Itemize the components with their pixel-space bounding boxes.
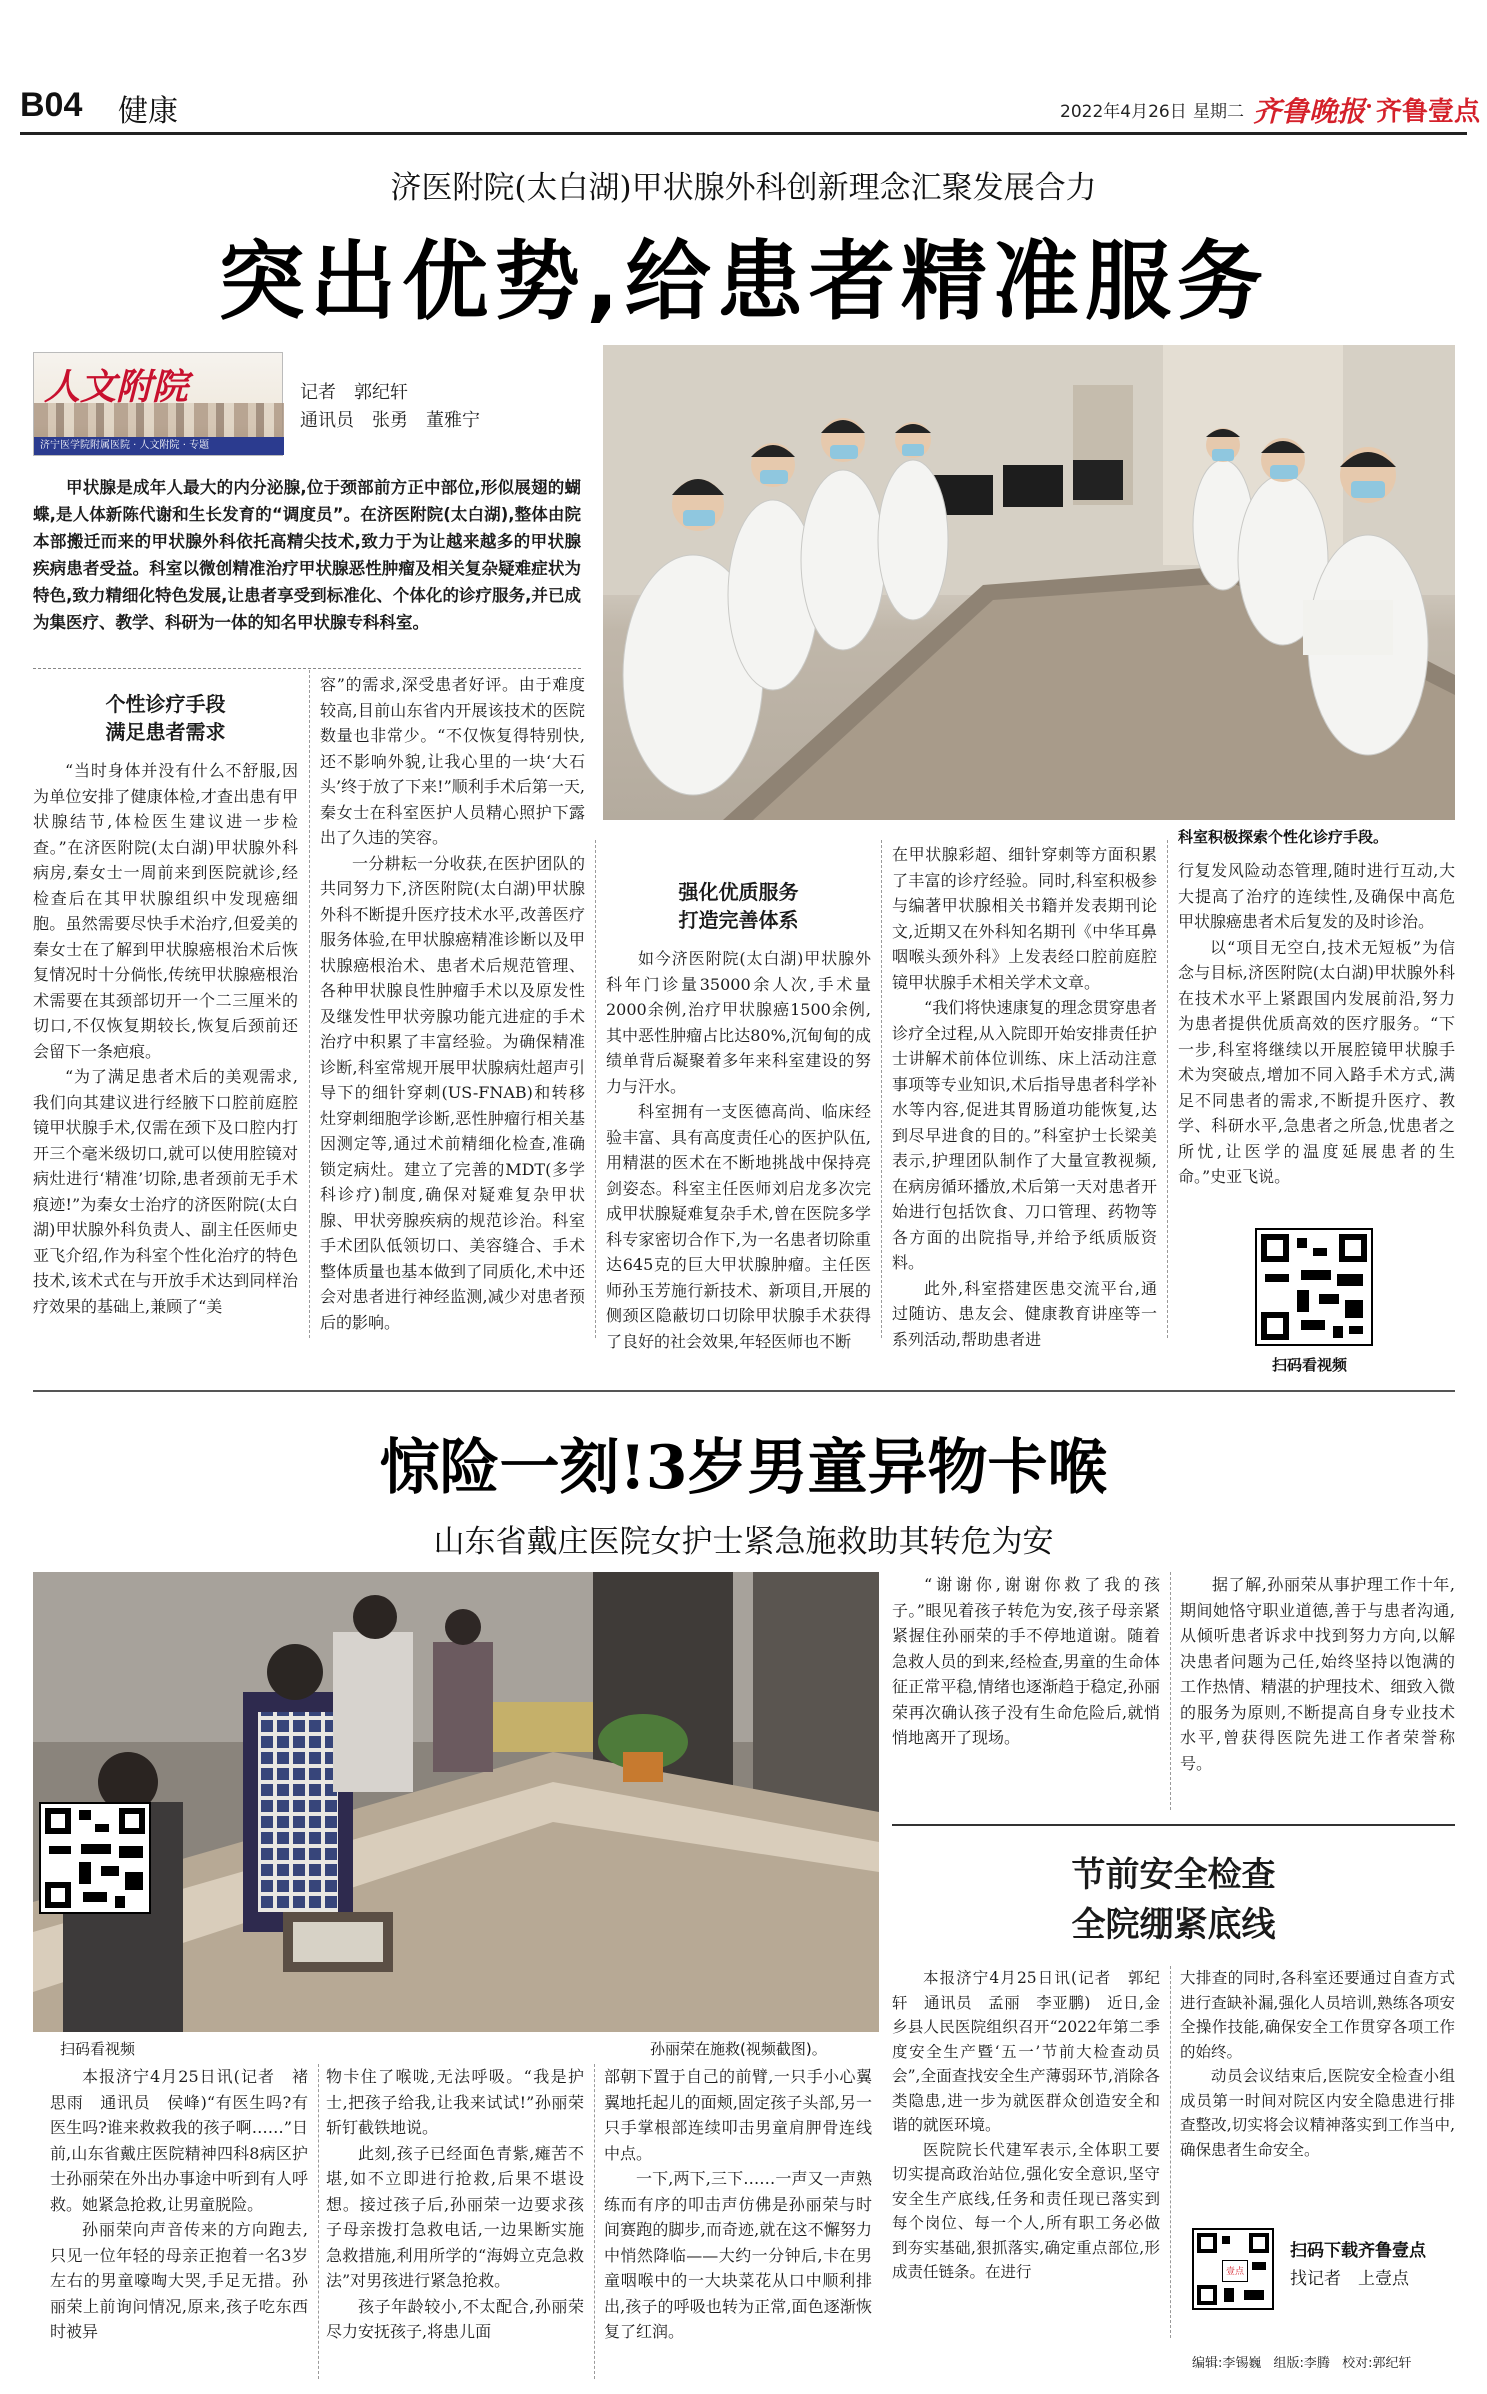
paragraph: 此刻,孩子已经面色青紫,瘫苦不堪,如不立即进行抢救,后果不堪设想。接过孩子后,孙丽荣一边要求孩子母亲拨打急救电话,一边果断实施急救措施,利用所学的“海姆立克急救法”对男孩进行紧急抢救。 [326,2143,584,2290]
subhead-line2: 打造完善体系 [678,908,799,932]
story2-headline: 惊险一刻!3岁男童异物卡喉 [379,1433,1108,1503]
paragraph: 据了解,孙丽荣从事护理工作十年,期间她恪守职业道德,善于与患者沟通,从倾听患者诉求中找到努力方向,以解决患者问题为己任,始终坚持以饱满的工作热情、精湛的护理技术、细致入微的服务为原则,不断提高自身专业技术水平,曾获得医院先进工作者荣誉称号。 [1180,1575,1455,1773]
footer-proof: 校对:郭纪轩 [1342,2356,1412,2371]
paragraph: 本报济宁4月25日讯(记者 褚思雨 通讯员 侯峰)“有医生吗?有医生吗?谁来救救我的孩子啊……”日前,山东省戴庄医院精神四科8病区护士孙丽荣在外出办事途中听到有人呼救。她紧急抢救,让男童脱险。 [50,2067,308,2214]
story1-column-4 [892,842,1157,1349]
story2-qr-code[interactable] [39,1802,151,1914]
byline-reporter: 记者 郭纪轩 [300,382,408,403]
story2-subhead: 山东省戴庄医院女护士紧急施救助其转危为安 [433,1524,1054,1560]
paragraph: 在甲状腺彩超、细针穿刺等方面积累了丰富的诊疗经验。同时,科室积极参与编著甲状腺相关书籍并发表期刊论文,近期又在外科知名期刊《中华耳鼻咽喉头颈外科》上发表经口腔前庭腔镜甲状腺手术相关学术文章。 [892,845,1157,992]
paragraph: 动员会议结束后,医院安全检查小组成员第一时间对院区内安全隐患进行排查整改,切实将会议精神落实到工作当中,确保患者生命安全。 [1180,2067,1455,2159]
paragraph: 容”的需求,深受患者好评。由于难度较高,目前山东省内开展该技术的医院数量也非常少。“不仅恢复得特别快,还不影响外貌,让我心里的一块‘大石头’终于放了下来!”顺利手术后第一天,秦女士在科室医护人员精心照护下露出了久违的笑容。 [320,675,585,847]
story3-column-2 [1180,1966,1455,2201]
paragraph: 一分耕耘一分收获,在医护团队的共同努力下,济医附院(太白湖)甲状腺外科不断提升医疗技术水平,改善医疗服务体验,在甲状腺癌精准诊断以及甲状腺癌根治术、患者术后规范管理、各种甲状腺良性肿瘤手术以及原发性及继发性甲状旁腺功能亢进症的手术治疗中积累了丰富经验。为确保精准诊断,科室常规开展甲状腺病灶超声引导下的细针穿刺(US-FNAB)和转移灶穿刺细胞学诊断,恶性肿瘤行相关基因测定等,通过术前精细化检查,准确锁定病灶。建立了完善的MDT(多学科诊疗)制度,确保对疑难复杂甲状腺、甲状旁腺疾病的规范诊治。科室手术团队低领切口、美容缝合、手术整体质量也基本做到了同质化,术中还会对患者进行神经监测,减少对患者预后的影响。 [320,853,585,1332]
subhead-line1: 个性诊疗手段 [105,692,226,716]
footer-designer: 组版:李腾 [1273,2356,1330,2371]
paragraph: 孩子年龄较小,不太配合,孙丽荣尽力安抚孩子,将患儿面 [326,2296,584,2341]
story1-qr-caption: 扫码看视频 [1272,1356,1348,1374]
story1-column-3 [606,946,871,1351]
story3-column-1 [892,1966,1160,2338]
paragraph: 如今济医附院(太白湖)甲状腺外科年门诊量35000余人次,手术量2000余例,治疗甲状腺癌1500余例,其中恶性肿瘤占比达80%,沉甸甸的成绩单背后凝聚着多年来科室建设的努力与汗水。 [606,949,871,1096]
story-divider [892,1824,1455,1826]
paragraph: “谢谢你,谢谢你救了我的孩子。”眼见着孩子转危为安,孩子母亲紧紧握住孙丽荣的手不停地道谢。随着急救人员的到来,经检查,男童的生命体征正常平稳,情绪也逐渐趋于稳定,孙丽荣再次确认孩子没有生命危险后,就悄悄地离开了现场。 [892,1575,1160,1747]
paragraph: 此外,科室搭建医患交流平台,通过随访、患友会、健康教育讲座等一系列活动,帮助患者进 [892,1278,1157,1349]
byline-correspondent: 通讯员 张勇 董雅宁 [300,410,480,431]
subhead-service [606,878,871,934]
story1-qr-code[interactable] [1255,1228,1373,1346]
story2-photo-caption: 孙丽荣在施救(视频截图)。 [650,2040,827,2058]
story1-kicker: 济医附院(太白湖)甲状腺外科创新理念汇聚发展合力 [390,170,1097,206]
issue-weekday: 星期二 [1193,102,1244,122]
headline-line1: 节前安全检查 [1071,1855,1276,1895]
story2-column-2 [326,2064,584,2379]
story1-column-1 [33,758,298,1338]
subhead-personal [33,690,298,746]
story1-headline: 突出优势,给患者精准服务 [218,232,1269,332]
story1-column-5 [1178,858,1455,1218]
story-divider [33,1390,1455,1392]
paragraph: 本报济宁4月25日讯(记者 郭纪轩 通讯员 孟丽 李亚鹏) 近日,金乡县人民医院组织召开“2022年第二季度安全生产暨‘五一’节前大检查动员会”,全面查找安全生产薄弱环节,消除各类隐患,进一步为就医群众创造安全和谐的就医环境。 [892,1969,1160,2134]
column-logo-box [33,352,283,456]
story2-photo [33,1572,879,2032]
column-logo-title: 人文附院 [44,366,189,408]
footer-editor: 编辑:李锡巍 [1192,2356,1262,2371]
lead-paragraph: 甲状腺是成年人最大的内分泌腺,位于颈部前方正中部位,形似展翅的蝴蝶,是人体新陈代谢和生长发育的“调度员”。在济医附院(太白湖),整体由院本部搬迁而来的甲状腺外科依托高精尖技术,致力于为让越来越多的甲状腺疾病患者受益。科室以微创精准治疗甲状腺恶性肿瘤及相关复杂疑难症状为特色,致力精细化特色发展,让患者享受到标准化、个体化的诊疗服务,并已成为集医疗、教学、科研为一体的知名甲状腺专科科室。 [33,478,581,632]
paragraph: 大排查的同时,各科室还要通过自查方式进行查缺补漏,强化人员培训,熟练各项安全操作技能,确保安全工作贯穿各项工作的始终。 [1180,1969,1455,2061]
column-rule [309,670,310,1338]
story1-column-2 [320,672,585,1338]
app-name-logo: 齐鲁壹点 [1376,97,1481,127]
subhead-line1: 强化优质服务 [678,880,799,904]
paragraph: 孙丽荣向声音传来的方向跑去,只见一位年轻的母亲正抱着一名3岁左右的男童嚎啕大哭,手足无措。孙丽荣上前询问情况,原来,孩子吃东西时被异 [50,2220,308,2341]
section-name: 健康 [118,94,178,129]
rescue-scene-illustration [33,1572,879,2032]
paragraph: “为了满足患者术后的美观需求,我们向其建议进行经腋下口腔前庭腔镜甲状腺手术,仅需在颈下及口腔内打开三个毫米级切口,就可以使用腔镜对病灶进行‘精准’切除,患者颈前无手术痕迹!”为秦女士治疗的济医附院(太白湖)甲状腺外科负责人、副主任医师史亚飞介绍,作为科室个性化治疗的特色技术,该术式在与开放手术达到同样治疗效果的基础上,兼顾了“美 [33,1067,298,1316]
column-rule [1170,1572,1171,1810]
story3-qr-text-1: 扫码下载齐鲁壹点 [1290,2241,1426,2261]
column-rule [1167,840,1168,1338]
paragraph: 以“项目无空白,技术无短板”为信念与目标,济医附院(太白湖)甲状腺外科在技术水平上紧跟国内发展前沿,努力为患者提供优质高效的医疗服务。“下一步,科室将继续以开展腔镜甲状腺手术为突破点,增加不同入路手术方式,满足不同患者的需求,不断提升医疗、教学、科研水平,急患者之所急,忧患者之所忧,让医学的温度延展患者的生命。”史亚飞说。 [1178,937,1455,1186]
story2-column-4 [892,1572,1160,1810]
story1-lead [33,474,581,664]
column-rule [594,2064,595,2379]
subhead-line2: 满足患者需求 [105,720,226,744]
divider-dot [1367,104,1371,108]
paragraph: 科室拥有一支医德高尚、临床经验丰富、具有高度责任心的医护队伍,用精湛的医术在不断地挑战中保持亮剑姿态。科室主任医师刘启龙多次完成甲状腺疑难复杂手术,曾在医院多学科专家密切合作下,为一名患者切除重达645克的巨大甲状腺肿瘤。主任医师孙玉芳施行新技术、新项目,开展的侧颈区隐蔽切口切除甲状腺手术获得了良好的社会效果,年轻医师也不断 [606,1102,871,1351]
masthead [0,0,1487,150]
story3-headline [892,1850,1455,1950]
story3-qr-code[interactable] [1192,2228,1274,2310]
column-rule [318,2064,319,2379]
page-number: B04 [20,86,83,124]
paragraph: 医院院长代建军表示,全体职工要切实提高政治站位,强化安全意识,坚守安全生产底线,任务和责任现已落实到每个岗位、每一个人,所有职工务必做到夯实基础,狠抓落实,确定重点部位,形成责任链条。在进行 [892,2140,1160,2281]
headline-line2: 全院绷紧底线 [1071,1905,1276,1945]
paragraph: “当时身体并没有什么不舒服,因为单位安排了健康体检,才查出患有甲状腺结节,体检医生建议进一步检查。”在济医附院(太白湖)甲状腺外科病房,秦女士一周前来到医院就诊,经检查后在其甲状腺组织中发现癌细胞。虽然需要尽快手术治疗,但爱美的秦女士在了解到甲状腺癌根治术后恢复情况时十分倘怅,传统甲状腺癌根治术需要在其颈部切开一个二三厘米的切口,不仅恢复期较长,恢复后颈前还会留下一条疤痕。 [33,761,298,1061]
qr-center-label: 壹点 [1225,2267,1244,2277]
doctors-meeting-illustration [603,345,1455,820]
story2-column-3 [604,2064,872,2379]
story1-photo [603,345,1455,820]
paragraph: “我们将快速康复的理念贯穿患者诊疗全过程,从入院即开始安排责任护士讲解术前体位训练、床上活动注意事项等专业知识,术后指导患者科学补水等内容,促进其胃肠道功能恢复,达到尽早进食的目的。”科室护士长梁美表示,护理团队制作了大量宣教视频,在病房循环播放,术后第一天对患者开始进行包括饮食、刀口管理、药物等各方面的出院指导,并给予纸质版资料。 [892,998,1157,1272]
column-logo-strip: 济宁医学院附属医院 · 人文附院 · 专题 [34,437,284,455]
story2-column-1 [50,2064,308,2379]
paragraph: 行复发风险动态管理,随时进行互动,大大提高了治疗的连续性,及确保中高危甲状腺癌患者术后复发的及时诊治。 [1178,861,1455,931]
lead-divider [33,668,581,669]
story2-qr-caption: 扫码看视频 [60,2040,136,2058]
paragraph: 物卡住了喉咙,无法呼吸。“我是护士,把孩子给我,让我来试试!”孙丽荣斩钉截铁地说。 [326,2067,584,2137]
story3-qr-text-2: 找记者 上壹点 [1290,2269,1409,2289]
column-rule [1170,1966,1171,2338]
masthead-rule [20,132,1467,135]
paper-name-logo: 齐鲁晚报 [1253,95,1366,128]
story2-column-5 [1180,1572,1455,1810]
column-rule [881,840,882,1338]
story1-photo-caption: 科室积极探索个性化诊疗手段。 [1178,828,1389,846]
column-rule [595,840,596,1338]
paragraph: 一下,两下,三下……一声又一声熟练而有序的叩击声仿佛是孙丽荣与时间赛跑的脚步,而奇迹,就在这不懈努力中悄然降临——大约一分钟后,卡在男童咽喉中的一大块菜花从口中顺利排出,孩子的呼吸也转为正常,面色逐渐恢复了红润。 [604,2169,872,2341]
footer-credits [1192,2352,1462,2371]
paragraph: 部朝下置于自己的前臂,一只手小心翼翼地托起儿的面颊,固定孩子头部,另一只手掌根部连续叩击男童肩胛骨连线中点。 [604,2067,872,2163]
issue-date: 2022年4月26日 [1060,102,1187,122]
